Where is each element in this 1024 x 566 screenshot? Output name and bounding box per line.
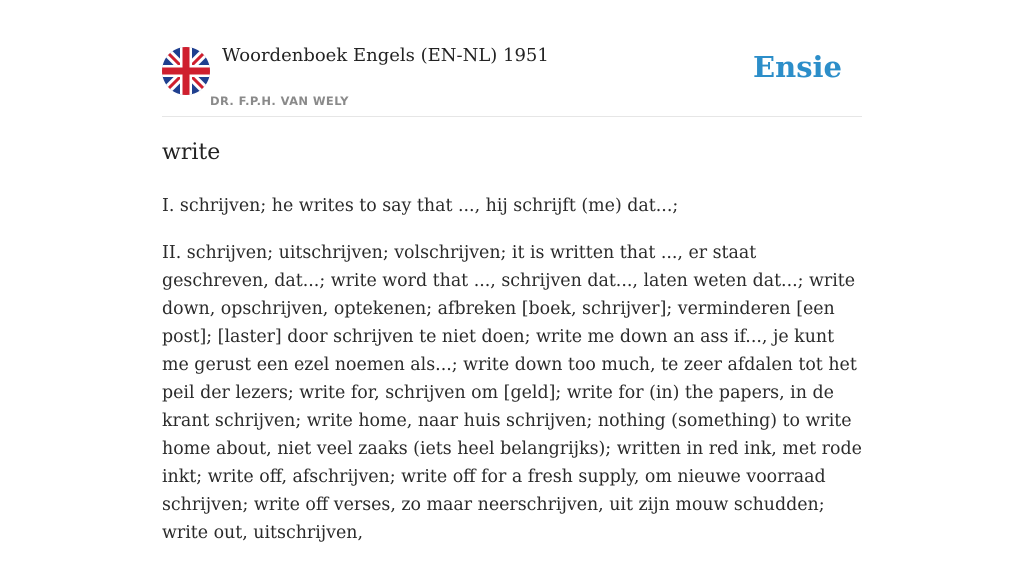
- sense-2: II. schrijven; uitschrijven; volschrijven; it is written that ..., er staat geschreven, dat...; write word that ..., schrijven dat..., laten weten dat...; write down, opschrijven, optekenen; afbreken [boek, schrijver]; verminderen [een post]; [laster] door schrijven te niet doen; write me down an ass if..., je kunt me gerust een ezel noemen als...; write down too much, te zeer afdalen tot het peil der lezers; write for, schrijven om [geld]; write for (in) the papers, in de krant schrijven; write home, naar huis schrijven; nothing (something) to write home about, niet veel zaaks (iets heel belangrijks); written in red ink, met rode inkt; write off, afschrijven; write off for a fresh supply, om nieuwe voorraad schrijven; write off verses, zo maar neerschrijven, uit zijn mouw schudden; write out, uitschrijven,: [162, 243, 862, 543]
- headword: write: [162, 140, 221, 165]
- definitions: [162, 192, 862, 566]
- dictionary-header: [162, 0, 862, 117]
- uk-flag-icon: [162, 47, 210, 95]
- sense-1: I. schrijven; he writes to say that ..., hij schrijft (me) dat...;: [162, 196, 679, 216]
- book-title[interactable]: Woordenboek Engels (EN-NL) 1951: [222, 45, 549, 66]
- ensie-logo-link[interactable]: Ensie: [753, 50, 842, 84]
- page: [162, 0, 862, 543]
- author-name: DR. F.P.H. VAN WELY: [210, 94, 349, 108]
